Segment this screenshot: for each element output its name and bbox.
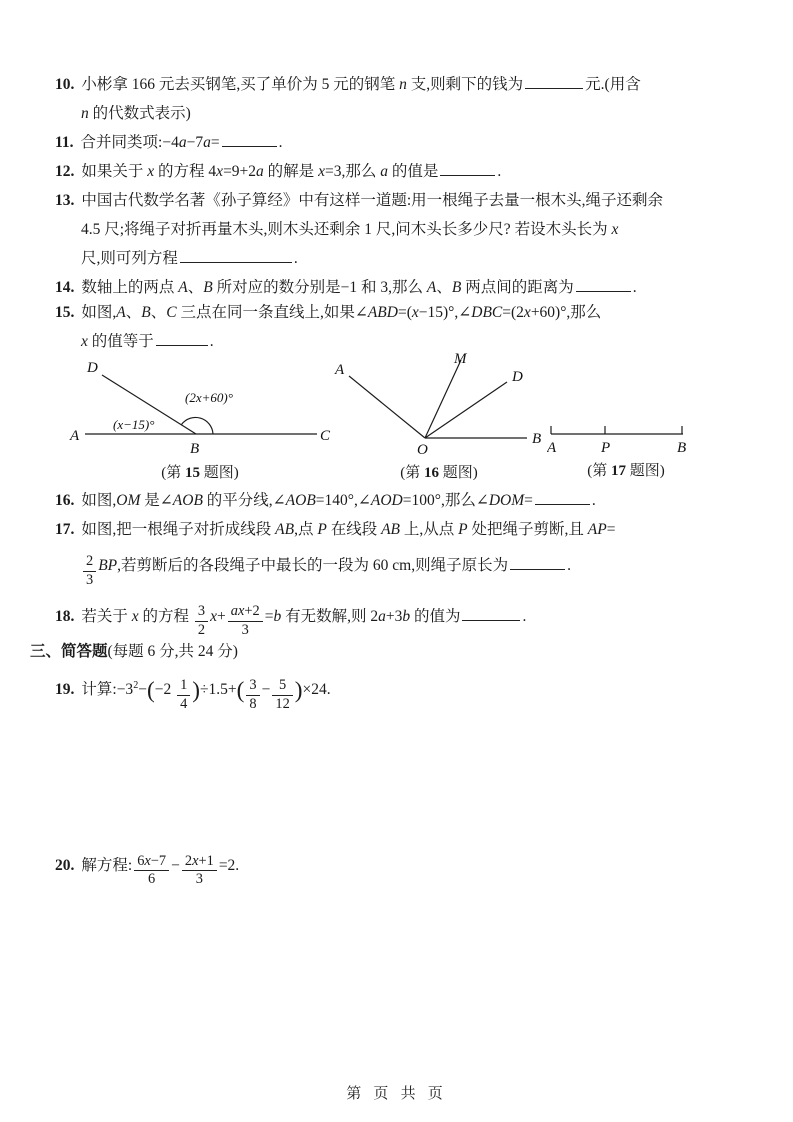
question-19 [55, 664, 753, 713]
question-line: 16. 如图,OM 是∠AOB 的平分线,∠AOB=140°,∠AOD=100°,那么∠DOM= . [55, 486, 753, 515]
figure-15-drawing [69, 350, 331, 458]
figure-16-caption [333, 461, 545, 482]
question-number: 14. [55, 279, 75, 296]
point-label-m: M [454, 351, 467, 367]
ray-oa [349, 376, 425, 438]
question-number: 19. [55, 681, 75, 699]
answer-blank [535, 489, 590, 505]
question-10 [55, 70, 753, 128]
fraction: $\frac{3}{2}$ [195, 604, 208, 639]
caption-text: 题图) [626, 463, 665, 479]
point-label-b: B [190, 441, 200, 457]
figure-16-drawing [333, 350, 545, 458]
question-13 [55, 186, 753, 273]
point-label-p: P [601, 440, 611, 456]
question-line: 尺,则可列方程 . [55, 244, 753, 273]
figure-17-caption [547, 459, 705, 480]
answer-blank [525, 73, 583, 89]
question-line: 10. 小彬拿 166 元去买钢笔,买了单价为 5 元的钢笔 n 支,则剩下的钱为 元.(用含 [55, 70, 753, 99]
question-line: 12. 如果关于 x 的方程 4x=9+2a 的解是 x=3,那么 a 的值是 . [55, 157, 753, 186]
figure-15 [69, 350, 331, 482]
answer-blank [222, 131, 277, 147]
question-line: 19. 计算$:-3^2-(-2$ $\frac{1}{4}$ )÷1.5+( $\frac{3}{8}$ − $\frac{5}{12}$ )×24. [55, 677, 331, 712]
answer-blank [180, 247, 292, 263]
question-number: 16. [55, 492, 75, 509]
question-15 [55, 298, 753, 356]
question-line: 20. 解方程: $\frac{6x-7}{6}$ − $\frac{2x+1}{3}$ =2. [55, 852, 240, 888]
question-number: 15. [55, 304, 75, 321]
question-number: 18. [55, 607, 75, 625]
question-line: 18. 若关于 x 的方程 $\frac{3}{2}$ x+ $\frac{ax+2}{3}$ =b 有无数解,则 2a+3b 的值为 . [55, 603, 527, 639]
point-label-a: A [70, 428, 80, 444]
section-3-note: (每题 6 分,共 24 分) [107, 643, 238, 661]
fraction: $\frac{1}{4}$ [177, 678, 190, 713]
point-label-b: B [677, 440, 687, 456]
caption-text: (第 [400, 465, 424, 481]
question-12 [55, 157, 753, 186]
question-line: x 的值等于 . [55, 327, 753, 356]
question-line: $\frac{2}{3}$ BP,若剪断后的各段绳子中最长的一段为 60 cm,则绳子原长为 . [55, 544, 753, 589]
point-label-d: D [512, 369, 523, 385]
question-17 [55, 515, 753, 589]
section-3-header [30, 637, 753, 666]
fraction: $\frac{2x+1}{3}$ [182, 854, 217, 889]
caption-text: (第 [587, 463, 611, 479]
question-number: 11. [55, 134, 74, 151]
figure-15-caption [69, 461, 331, 482]
fraction: $\frac{3}{8}$ [246, 678, 259, 713]
question-number: 20. [55, 856, 75, 874]
answer-blank [440, 160, 495, 176]
answer-blank [510, 554, 565, 570]
point-label-o: O [417, 442, 428, 458]
answer-blank [156, 330, 208, 346]
question-number: 10. [55, 76, 75, 93]
caption-text: (第 [161, 465, 185, 481]
question-18 [55, 595, 753, 640]
question-16 [55, 486, 753, 515]
angle-label-left: (x−15)° [113, 417, 155, 432]
point-label-c: C [320, 428, 331, 444]
fraction: $\frac{2}{3}$ [83, 554, 96, 589]
question-20 [55, 844, 753, 889]
angle-label-right: (2x+60)° [185, 390, 233, 405]
point-label-a: A [335, 362, 345, 378]
point-label-b: B [532, 431, 542, 447]
page-footer: 第 页 共 页 [346, 1085, 447, 1102]
caption-text: 题图) [439, 465, 478, 481]
caption-text: 题图) [200, 465, 239, 481]
fraction: $\frac{6x-7}{6}$ [134, 854, 169, 889]
fraction: $\frac{5}{12}$ [272, 678, 292, 713]
content-column [30, 70, 753, 888]
question-line: 15. 如图,A、B、C 三点在同一条直线上,如果∠ABD=(x−15)°,∠DBC=(2x+60)°,那么 [55, 304, 602, 321]
question-line: 11. 合并同类项:−4a−7a= . [55, 128, 753, 157]
answer-blank [462, 605, 520, 621]
answer-blank [576, 276, 631, 292]
figure-17 [547, 406, 705, 480]
caption-number: 15 [185, 465, 200, 481]
point-label-d: D [87, 360, 98, 376]
point-label-a: A [547, 440, 557, 456]
figure-16 [333, 350, 545, 482]
question-line: 4.5 尺;将绳子对折再量木头,则木头还剩余 1 尺,问木头长多少尺? 若设木头长为 x [81, 221, 619, 238]
figure-17-drawing [547, 406, 705, 456]
figures-row [55, 350, 753, 482]
section-3-title: 三、简答题 [30, 643, 108, 661]
caption-number: 16 [424, 465, 439, 481]
question-line: 13. 中国古代数学名著《孙子算经》中有这样一道题:用一根绳子去量一根木头,绳子还剩余 [55, 192, 664, 209]
question-11 [55, 128, 753, 157]
question-number: 12. [55, 163, 75, 180]
question-line: 14. 数轴上的两点 A、B 所对应的数分别是−1 和 3,那么 A、B 两点间的距离为 . [55, 273, 753, 302]
question-number: 17. [55, 521, 75, 538]
question-line: 17. 如图,把一根绳子对折成线段 AB,点 P 在线段 AB 上,从点 P 处把绳子剪断,且 AP= [55, 521, 616, 538]
caption-number: 17 [611, 463, 626, 479]
angle-arc [182, 417, 214, 434]
question-line: n 的代数式表示) [81, 105, 191, 122]
fraction: $\frac{ax+2}{3}$ [228, 604, 263, 639]
question-number: 13. [55, 192, 75, 209]
